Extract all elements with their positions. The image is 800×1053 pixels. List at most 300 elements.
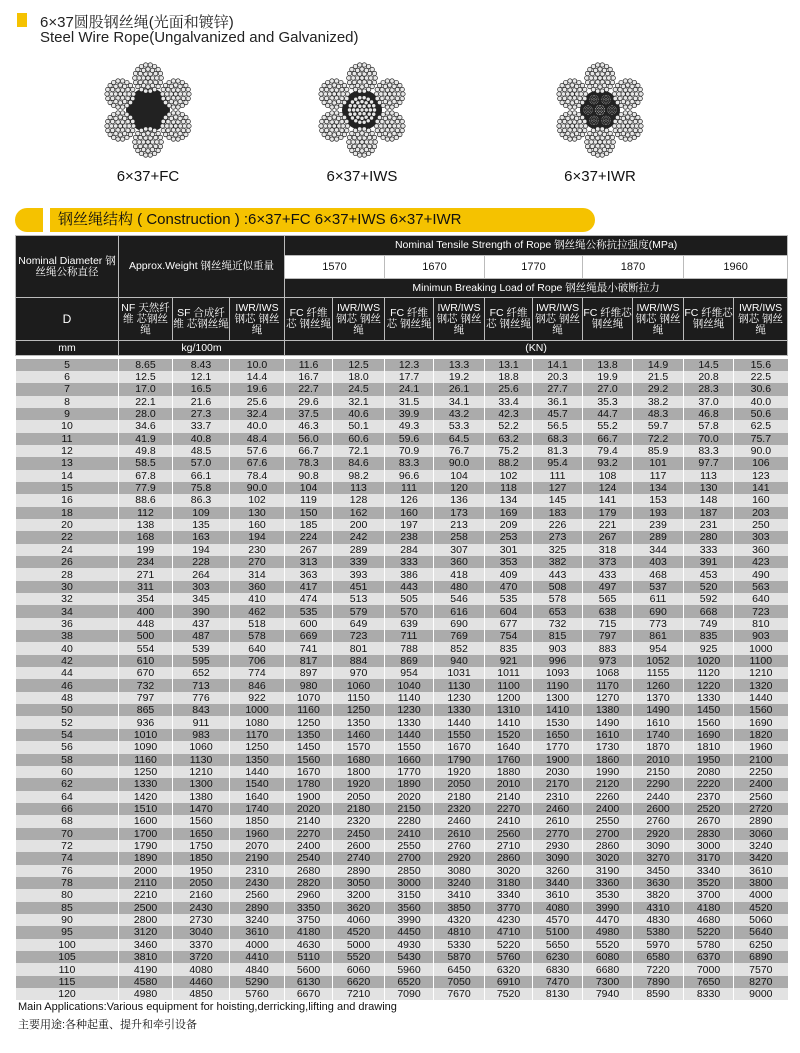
value-cell: 145 [533, 494, 583, 506]
rope-cross-section-fc-image [98, 60, 198, 160]
value-cell: 2830 [684, 828, 734, 840]
unit-weight: kg/100m [119, 341, 285, 356]
value-cell: 4570 [533, 914, 583, 926]
value-cell: 852 [434, 642, 485, 654]
value-cell: 6130 [285, 976, 333, 988]
value-cell: 84.6 [333, 457, 385, 469]
value-cell: 303 [734, 531, 788, 543]
value-cell: 2120 [583, 778, 633, 790]
value-cell: 135 [173, 519, 230, 531]
value-cell: 90.0 [434, 457, 485, 469]
value-cell: 535 [485, 593, 533, 605]
value-cell: 333 [684, 544, 734, 556]
value-cell: 2600 [333, 840, 385, 852]
title-chinese: 6×37圆股钢丝绳(光面和镀锌) [40, 14, 234, 31]
value-cell: 53.3 [434, 420, 485, 432]
value-cell: 1860 [583, 754, 633, 766]
value-cell: 50.6 [734, 408, 788, 420]
table-row [16, 704, 788, 716]
value-cell: 31.5 [385, 396, 434, 408]
value-cell: 39.9 [385, 408, 434, 420]
value-cell: 3240 [434, 877, 485, 889]
value-cell: 1560 [684, 716, 734, 728]
value-cell: 3060 [734, 828, 788, 840]
value-cell: 1250 [230, 741, 285, 753]
value-cell: 13.8 [583, 359, 633, 371]
value-cell: 19.6 [230, 383, 285, 395]
value-cell: 173 [434, 507, 485, 519]
value-cell: 16.7 [285, 371, 333, 383]
value-cell: 289 [333, 544, 385, 556]
value-cell: 1660 [385, 754, 434, 766]
value-cell: 595 [173, 655, 230, 667]
value-cell: 160 [230, 519, 285, 531]
value-cell: 3420 [734, 852, 788, 864]
core-strand [595, 105, 606, 116]
value-cell: 1640 [230, 791, 285, 803]
value-cell: 48.4 [230, 433, 285, 445]
diameter-cell: 9 [16, 408, 119, 420]
value-cell: 4060 [333, 914, 385, 926]
value-cell: 2560 [485, 828, 533, 840]
value-cell: 160 [734, 494, 788, 506]
value-cell: 59.6 [385, 433, 434, 445]
value-cell: 453 [684, 568, 734, 580]
table-row [16, 581, 788, 593]
value-cell: 2890 [333, 865, 385, 877]
diameter-cell: 90 [16, 914, 119, 926]
value-cell: 4980 [583, 926, 633, 938]
value-cell: 57.6 [230, 445, 285, 457]
table-row [16, 951, 788, 963]
value-cell: 238 [385, 531, 434, 543]
value-cell: 578 [533, 593, 583, 605]
diameter-cell: 44 [16, 667, 119, 679]
value-cell: 7050 [434, 976, 485, 988]
value-cell: 2770 [533, 828, 583, 840]
diameter-cell: 76 [16, 865, 119, 877]
value-cell: 194 [173, 544, 230, 556]
outer-strand [374, 111, 405, 142]
value-cell: 3080 [434, 865, 485, 877]
value-cell: 3260 [533, 865, 583, 877]
table-row [16, 655, 788, 667]
value-cell: 468 [633, 568, 684, 580]
value-cell: 50.1 [333, 420, 385, 432]
value-cell: 27.7 [533, 383, 583, 395]
value-cell: 1770 [385, 766, 434, 778]
value-cell: 2850 [385, 865, 434, 877]
value-cell: 470 [485, 581, 533, 593]
value-cell: 3090 [633, 840, 684, 852]
value-cell: 108 [583, 470, 633, 482]
table-row [16, 939, 788, 951]
value-cell: 1230 [434, 692, 485, 704]
value-cell: 1160 [285, 704, 333, 716]
value-cell: 3270 [633, 852, 684, 864]
value-cell: 2760 [633, 815, 684, 827]
value-cell: 1920 [434, 766, 485, 778]
diameter-cell: 50 [16, 704, 119, 716]
value-cell: 8.43 [173, 359, 230, 371]
grade-1960: 1960 [684, 256, 788, 279]
value-cell: 58.5 [119, 457, 173, 469]
value-cell: 4520 [333, 926, 385, 938]
value-cell: 690 [633, 605, 684, 617]
value-cell: 14.5 [684, 359, 734, 371]
value-cell: 1600 [119, 815, 173, 827]
value-cell: 1040 [385, 679, 434, 691]
value-cell: 4830 [633, 914, 684, 926]
value-cell: 40.0 [230, 420, 285, 432]
value-cell: 1160 [119, 754, 173, 766]
value-cell: 690 [434, 618, 485, 630]
diameter-cell: 8 [16, 396, 119, 408]
value-cell: 578 [230, 630, 285, 642]
value-cell: 715 [583, 618, 633, 630]
value-cell: 75.8 [173, 482, 230, 494]
value-cell: 2320 [434, 803, 485, 815]
value-cell: 258 [434, 531, 485, 543]
value-cell: 773 [633, 618, 684, 630]
diameter-cell: 16 [16, 494, 119, 506]
value-cell: 141 [734, 482, 788, 494]
value-cell: 4410 [230, 951, 285, 963]
value-cell: 1850 [230, 815, 285, 827]
table-row [16, 766, 788, 778]
diameter-cell: 58 [16, 754, 119, 766]
value-cell: 1610 [633, 716, 684, 728]
value-cell: 1150 [333, 692, 385, 704]
value-cell: 3770 [485, 902, 533, 914]
diameter-cell: 34 [16, 605, 119, 617]
value-cell: 973 [583, 655, 633, 667]
value-cell: 3810 [119, 951, 173, 963]
value-cell: 267 [285, 544, 333, 556]
unit-mm: mm [16, 341, 119, 356]
value-cell: 954 [385, 667, 434, 679]
diameter-cell: 40 [16, 642, 119, 654]
value-cell: 940 [434, 655, 485, 667]
outer-strand [105, 79, 136, 110]
value-cell: 7000 [684, 963, 734, 975]
value-cell: 29.2 [633, 383, 684, 395]
value-cell: 1790 [434, 754, 485, 766]
unit-load: (KN) [285, 341, 788, 356]
value-cell: 333 [385, 556, 434, 568]
value-cell: 2310 [533, 791, 583, 803]
value-cell: 2190 [230, 852, 285, 864]
value-cell: 835 [684, 630, 734, 642]
value-cell: 148 [684, 494, 734, 506]
value-cell: 9000 [734, 988, 788, 1000]
value-cell: 600 [285, 618, 333, 630]
value-cell: 2260 [583, 791, 633, 803]
value-cell: 5290 [230, 976, 285, 988]
value-cell: 168 [119, 531, 173, 543]
value-cell: 153 [633, 494, 684, 506]
subheader-8: IWR/IWS 钢芯 钢丝绳 [533, 298, 583, 341]
value-cell: 3610 [734, 865, 788, 877]
value-cell: 911 [173, 716, 230, 728]
diameter-cell: 95 [16, 926, 119, 938]
value-cell: 6830 [533, 963, 583, 975]
value-cell: 2010 [485, 778, 533, 790]
value-cell: 2560 [734, 791, 788, 803]
value-cell: 313 [285, 556, 333, 568]
value-cell: 5110 [285, 951, 333, 963]
diameter-cell: 52 [16, 716, 119, 728]
value-cell: 67.6 [230, 457, 285, 469]
value-cell: 490 [734, 568, 788, 580]
value-cell: 815 [533, 630, 583, 642]
value-cell: 2250 [734, 766, 788, 778]
value-cell: 2410 [485, 815, 533, 827]
value-cell: 1020 [684, 655, 734, 667]
value-cell: 1130 [173, 754, 230, 766]
value-cell: 270 [230, 556, 285, 568]
diameter-cell: 68 [16, 815, 119, 827]
diameter-cell: 18 [16, 507, 119, 519]
value-cell: 669 [285, 630, 333, 642]
value-cell: 865 [119, 704, 173, 716]
diameter-cell: 74 [16, 852, 119, 864]
value-cell: 1890 [119, 852, 173, 864]
value-cell: 119 [285, 494, 333, 506]
value-cell: 2440 [633, 791, 684, 803]
value-cell: 72.2 [633, 433, 684, 445]
table-row [16, 865, 788, 877]
diameter-cell: 13 [16, 457, 119, 469]
value-cell: 130 [230, 507, 285, 519]
value-cell: 1550 [385, 741, 434, 753]
value-cell: 1000 [230, 704, 285, 716]
table-row [16, 778, 788, 790]
value-cell: 500 [119, 630, 173, 642]
value-cell: 79.4 [583, 445, 633, 457]
value-cell: 1080 [230, 716, 285, 728]
value-cell: 391 [684, 556, 734, 568]
value-cell: 78.3 [285, 457, 333, 469]
table-row [16, 741, 788, 753]
value-cell: 40.0 [734, 396, 788, 408]
value-cell: 97.7 [684, 457, 734, 469]
value-cell: 810 [734, 618, 788, 630]
value-cell: 1870 [633, 741, 684, 753]
value-cell: 224 [285, 531, 333, 543]
table-row [16, 556, 788, 568]
table-row [16, 359, 788, 371]
value-cell: 2500 [119, 902, 173, 914]
table-row [16, 716, 788, 728]
value-cell: 83.3 [684, 445, 734, 457]
table-row [16, 630, 788, 642]
value-cell: 3750 [285, 914, 333, 926]
table-row [16, 420, 788, 432]
value-cell: 2560 [230, 889, 285, 901]
value-cell: 303 [173, 581, 230, 593]
value-cell: 12.3 [385, 359, 434, 371]
value-cell: 183 [533, 507, 583, 519]
value-cell: 6060 [333, 963, 385, 975]
value-cell: 3200 [333, 889, 385, 901]
outer-strand [160, 111, 191, 142]
value-cell: 48.5 [173, 445, 230, 457]
value-cell: 56.5 [533, 420, 583, 432]
value-cell: 2030 [533, 766, 583, 778]
table-row [16, 531, 788, 543]
value-cell: 42.3 [485, 408, 533, 420]
value-cell: 1560 [734, 704, 788, 716]
diameter-cell: 32 [16, 593, 119, 605]
value-cell: 280 [684, 531, 734, 543]
value-cell: 592 [684, 593, 734, 605]
specification-table [15, 235, 788, 1000]
value-cell: 4630 [285, 939, 333, 951]
subheader-2: IWR/IWS 钢芯 钢丝绳 [230, 298, 285, 341]
value-cell: 1011 [485, 667, 533, 679]
core-strand [583, 105, 593, 115]
subheader-0: NF 天然纤维 芯钢丝绳 [119, 298, 173, 341]
value-cell: 46.3 [285, 420, 333, 432]
value-cell: 723 [734, 605, 788, 617]
value-cell: 883 [583, 642, 633, 654]
subheader-5: FC 纤维芯 钢丝绳 [385, 298, 434, 341]
value-cell: 83.3 [385, 457, 434, 469]
diameter-cell: 11 [16, 433, 119, 445]
value-cell: 417 [285, 581, 333, 593]
value-cell: 3000 [385, 877, 434, 889]
table-row [16, 914, 788, 926]
value-cell: 3120 [119, 926, 173, 938]
header-d: D [16, 298, 119, 341]
table-row [16, 507, 788, 519]
value-cell: 318 [583, 544, 633, 556]
outer-strand [133, 127, 164, 158]
value-cell: 921 [485, 655, 533, 667]
value-cell: 1170 [583, 679, 633, 691]
value-cell: 239 [633, 519, 684, 531]
value-cell: 1190 [533, 679, 583, 691]
value-cell: 307 [434, 544, 485, 556]
subheader-12: IWR/IWS 钢芯 钢丝绳 [734, 298, 788, 341]
value-cell: 776 [173, 692, 230, 704]
value-cell: 199 [119, 544, 173, 556]
value-cell: 1680 [333, 754, 385, 766]
value-cell: 289 [633, 531, 684, 543]
subheader-11: FC 纤维芯 钢丝绳 [684, 298, 734, 341]
value-cell: 835 [485, 642, 533, 654]
value-cell: 24.1 [385, 383, 434, 395]
value-cell: 754 [485, 630, 533, 642]
value-cell: 1450 [285, 741, 333, 753]
core-strand [601, 95, 611, 105]
value-cell: 221 [583, 519, 633, 531]
value-cell: 109 [173, 507, 230, 519]
value-cell: 2370 [684, 791, 734, 803]
subheader-7: FC 纤维芯 钢丝绳 [485, 298, 533, 341]
value-cell: 3620 [333, 902, 385, 914]
value-cell: 13.1 [485, 359, 533, 371]
value-cell: 250 [734, 519, 788, 531]
diameter-cell: 72 [16, 840, 119, 852]
value-cell: 66.1 [173, 470, 230, 482]
table-row [16, 396, 788, 408]
value-cell: 1790 [119, 840, 173, 852]
value-cell: 2280 [385, 815, 434, 827]
value-cell: 1760 [485, 754, 533, 766]
value-cell: 2100 [734, 754, 788, 766]
value-cell: 1330 [119, 778, 173, 790]
header-nominal-diameter: Nominal Diameter 钢丝绳公称直径 [16, 236, 119, 298]
value-cell: 5640 [734, 926, 788, 938]
value-cell: 2740 [333, 852, 385, 864]
value-cell: 749 [684, 618, 734, 630]
value-cell: 33.7 [173, 420, 230, 432]
value-cell: 1060 [173, 741, 230, 753]
value-cell: 242 [333, 531, 385, 543]
diameter-cell: 54 [16, 729, 119, 741]
value-cell: 325 [533, 544, 583, 556]
diameter-cell: 120 [16, 988, 119, 1000]
value-cell: 101 [633, 457, 684, 469]
value-cell: 769 [434, 630, 485, 642]
value-cell: 70.9 [385, 445, 434, 457]
table-row [16, 383, 788, 395]
value-cell: 1031 [434, 667, 485, 679]
table-row [16, 877, 788, 889]
subheader-3: FC 纤维芯 钢丝绳 [285, 298, 333, 341]
value-cell: 462 [230, 605, 285, 617]
value-cell: 5600 [285, 963, 333, 975]
value-cell: 6370 [684, 951, 734, 963]
value-cell: 66.7 [285, 445, 333, 457]
value-cell: 706 [230, 655, 285, 667]
value-cell: 187 [684, 507, 734, 519]
value-cell: 1250 [285, 716, 333, 728]
value-cell: 33.4 [485, 396, 533, 408]
core-strand [589, 115, 599, 125]
value-cell: 16.5 [173, 383, 230, 395]
value-cell: 17.0 [119, 383, 173, 395]
value-cell: 12.5 [119, 371, 173, 383]
value-cell: 5000 [333, 939, 385, 951]
value-cell: 128 [333, 494, 385, 506]
value-cell: 353 [485, 556, 533, 568]
value-cell: 2000 [119, 865, 173, 877]
value-cell: 390 [173, 605, 230, 617]
value-cell: 2930 [533, 840, 583, 852]
subheader-10: IWR/IWS 钢芯 钢丝绳 [633, 298, 684, 341]
outer-strand [557, 111, 588, 142]
value-cell: 124 [583, 482, 633, 494]
value-cell: 57.8 [684, 420, 734, 432]
value-cell: 723 [333, 630, 385, 642]
value-cell: 2430 [173, 902, 230, 914]
value-cell: 17.7 [385, 371, 434, 383]
value-cell: 5870 [434, 951, 485, 963]
value-cell: 373 [583, 556, 633, 568]
value-cell: 55.2 [583, 420, 633, 432]
value-cell: 5760 [485, 951, 533, 963]
value-cell: 7090 [385, 988, 434, 1000]
value-cell: 980 [285, 679, 333, 691]
value-cell: 2150 [385, 803, 434, 815]
value-cell: 20.8 [684, 371, 734, 383]
table-row [16, 902, 788, 914]
value-cell: 2700 [385, 852, 434, 864]
value-cell: 1740 [230, 803, 285, 815]
